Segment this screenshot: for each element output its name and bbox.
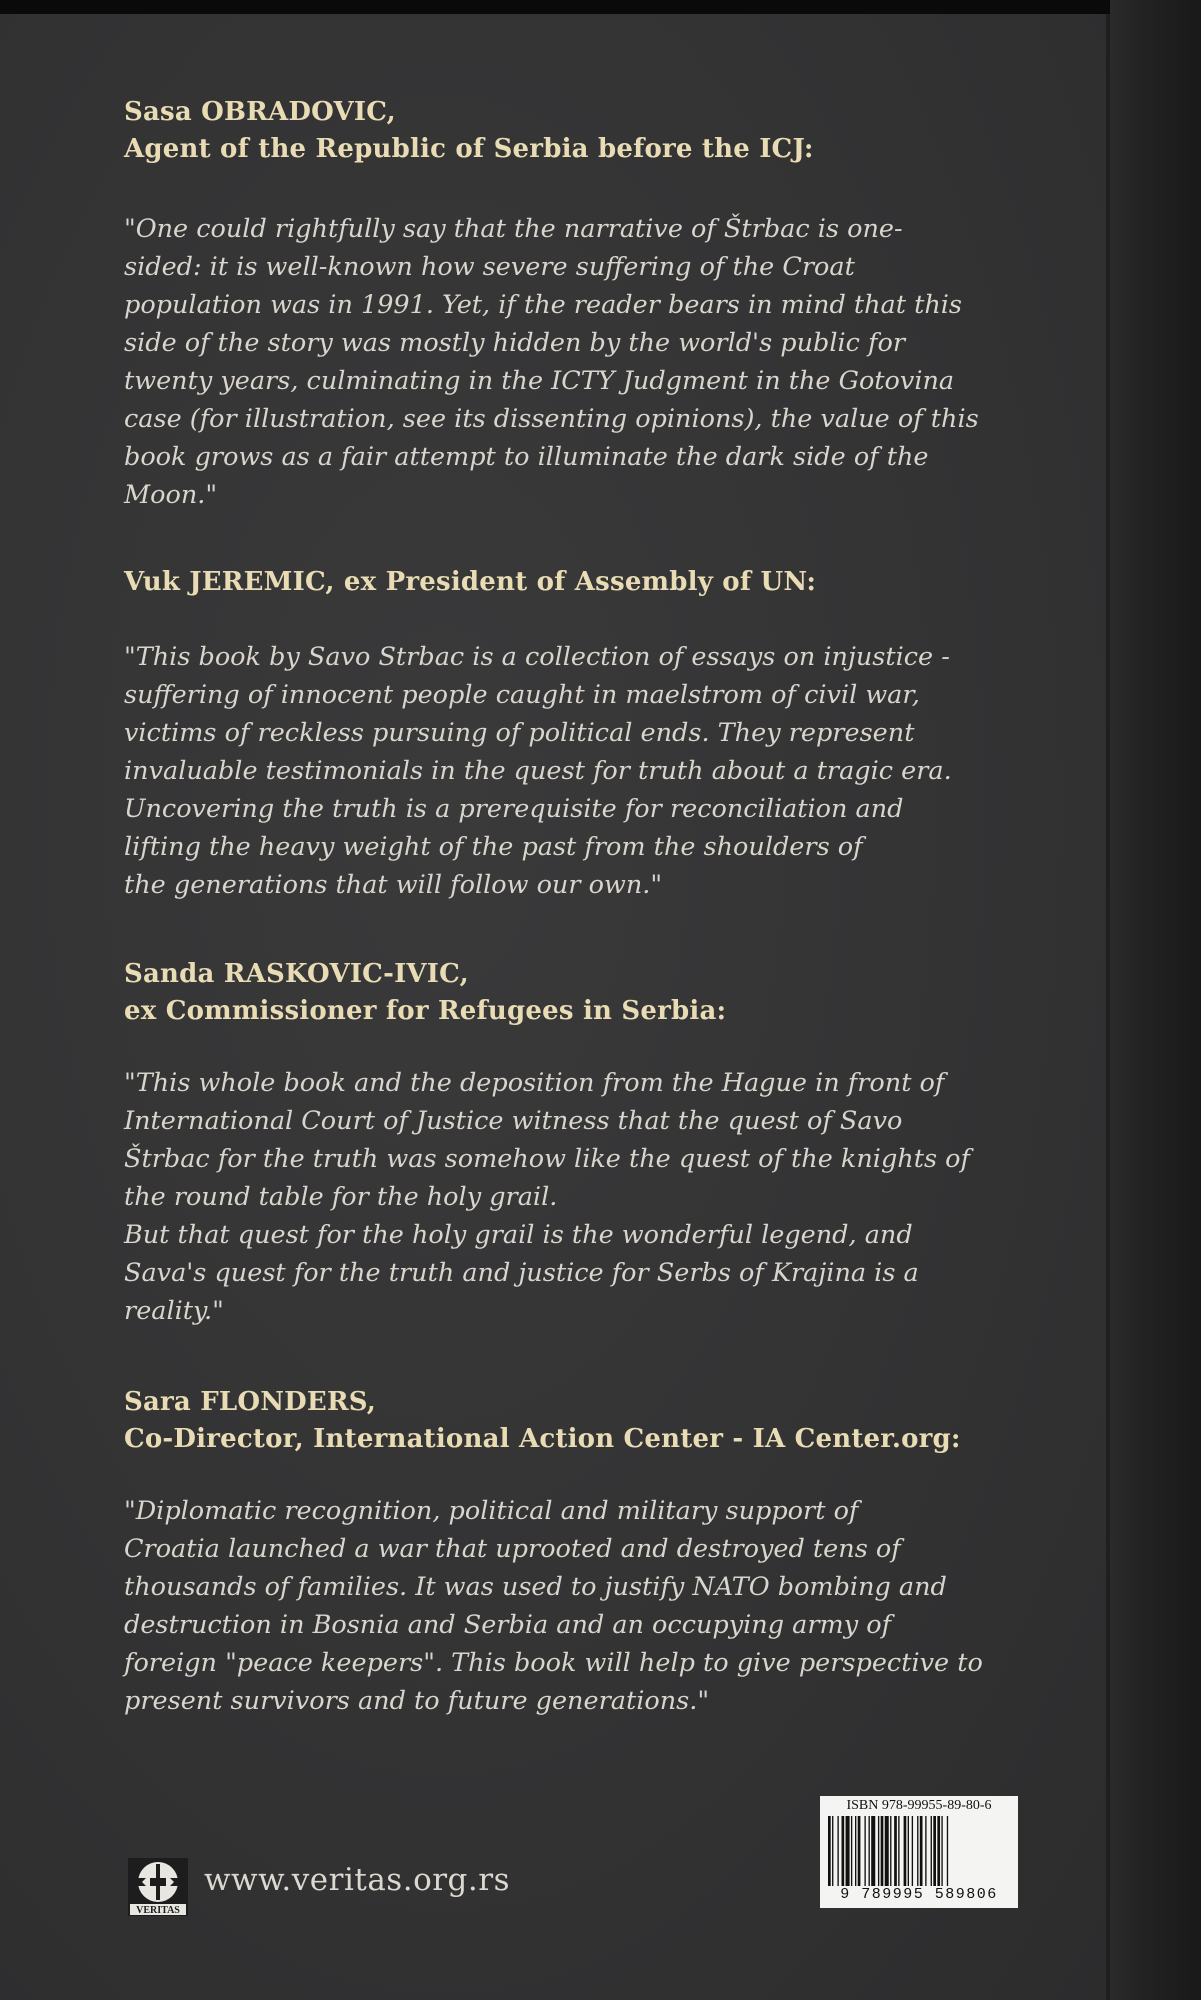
barcode-bar bbox=[842, 1816, 845, 1886]
logo-text: VERITAS bbox=[136, 1905, 180, 1916]
barcode-bar bbox=[832, 1816, 833, 1886]
barcode-bar bbox=[908, 1816, 909, 1886]
barcode-bar bbox=[855, 1816, 856, 1886]
barcode-bars bbox=[828, 1816, 1010, 1886]
testimonial-quote: "This whole book and the deposition from the Hague in front of International Court of Justice witness that the quest of Savo Štrbac for the truth was somehow like the quest of the knights of the round table for the holy grail. But that quest for the holy grail is the wonderful legend, and Sava's quest for the truth and justice for Serbs of Krajina is a reality." bbox=[124, 1068, 970, 1326]
testimonial-attribution bbox=[124, 956, 726, 1030]
barcode-bar bbox=[858, 1816, 861, 1886]
isbn-label: ISBN 978-99955-89-80-6 bbox=[846, 1798, 992, 1813]
testimonial-quote: "One could rightfully say that the narrative of Štrbac is one- sided: it is well-known how severe suffering of the Croat population was in 1991. Yet, if the reader bears in mind that this side of the story was mostly hidden by the world's public for twenty years, culminating in the ICTY Judgment in the Gotovina case (for illustration, see its dissenting opinions), the value of this book grows as a fair attempt to illuminate the dark side of the Moon." bbox=[124, 214, 979, 510]
barcode-bar bbox=[912, 1816, 913, 1886]
barcode-bar bbox=[851, 1816, 852, 1886]
barcode-digits: 9 789995 589806 bbox=[840, 1886, 998, 1903]
attribution-title: Co-Director, International Action Center - IA Center.org: bbox=[124, 1424, 961, 1454]
isbn-barcode bbox=[820, 1796, 1018, 1908]
barcode-bar bbox=[869, 1816, 870, 1886]
veritas-logo-icon bbox=[128, 1858, 188, 1916]
testimonial-attribution bbox=[124, 94, 814, 168]
attribution-title: Agent of the Republic of Serbia before the ICJ: bbox=[124, 134, 814, 164]
barcode-bar bbox=[837, 1816, 838, 1886]
book-spine bbox=[1110, 0, 1201, 2000]
testimonial-attribution bbox=[124, 564, 816, 601]
barcode-bar bbox=[828, 1816, 831, 1886]
barcode-bar bbox=[878, 1816, 879, 1886]
attribution-name: Sasa OBRADOVIC, bbox=[124, 97, 396, 127]
attribution-name: Sara FLONDERS, bbox=[124, 1387, 377, 1417]
barcode-bar bbox=[898, 1816, 899, 1886]
publisher-website-link[interactable]: www.veritas.org.rs bbox=[204, 1862, 510, 1898]
barcode-bar bbox=[920, 1816, 923, 1886]
testimonial-quote: "This book by Savo Strbac is a collection of essays on injustice - suffering of innocent people caught in maelstrom of civil war, victims of reckless pursuing of political ends. They represent invaluable testimonials in the quest for truth about a tragic era. Uncovering the truth is a prerequisite for reconciliation and lifting the heavy weight of the past from the shoulders of the generations that will follow our own." bbox=[124, 642, 952, 900]
barcode-bar bbox=[947, 1816, 948, 1886]
barcode-bar bbox=[917, 1816, 918, 1886]
barcode-bar bbox=[931, 1816, 932, 1886]
attribution-name: Vuk JEREMIC, ex President of Assembly of UN: bbox=[124, 567, 817, 597]
attribution-title: ex Commissioner for Refugees in Serbia: bbox=[124, 996, 727, 1026]
barcode-bar bbox=[864, 1816, 865, 1886]
attribution-name: Sanda RASKOVIC-IVIC, bbox=[124, 959, 469, 989]
barcode-bar bbox=[871, 1816, 875, 1886]
barcode-bar bbox=[885, 1816, 889, 1886]
top-edge bbox=[0, 0, 1201, 14]
barcode-bar bbox=[941, 1816, 942, 1886]
barcode-bar bbox=[937, 1816, 940, 1886]
barcode-bar bbox=[925, 1816, 926, 1886]
barcode-bar bbox=[933, 1816, 936, 1886]
barcode-bar bbox=[881, 1816, 884, 1886]
testimonial-quote: "Diplomatic recognition, political and military support of Croatia launched a war that uprooted and destroyed tens of thousands of families. It was used to justify NATO bombing and destruction in Bosnia and Serbia and an occupying army of foreign "peace keepers". This book will help to give perspective to present survivors and to future generations." bbox=[124, 1496, 983, 1716]
barcode-bar bbox=[846, 1816, 850, 1886]
testimonial-attribution bbox=[124, 1384, 961, 1458]
barcode-bar bbox=[894, 1816, 897, 1886]
barcode-bar bbox=[904, 1816, 907, 1886]
barcode-bar bbox=[890, 1816, 891, 1886]
